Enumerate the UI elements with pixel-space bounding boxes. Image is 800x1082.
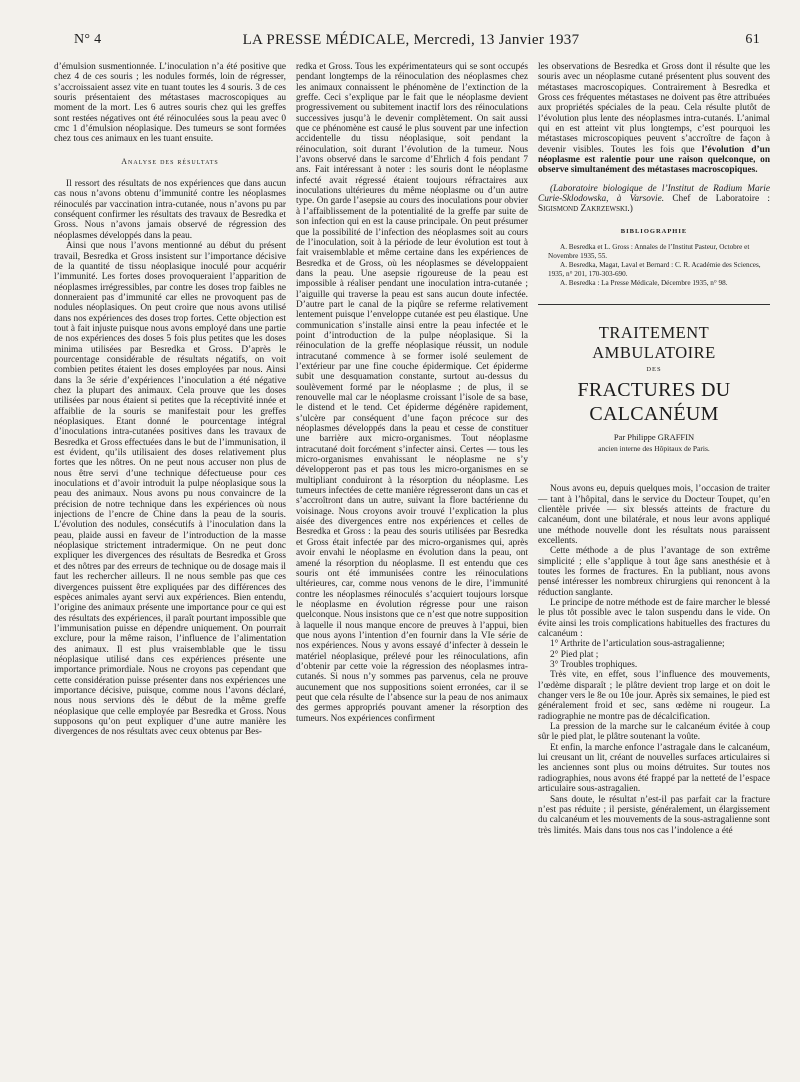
reference-2: A. Besredka, Magat, Laval et Bernard : C. R. Académie des Sciences, 1935, n° 201, 170-303-690.: [548, 261, 761, 279]
list-item: 2° Pied plat ;: [550, 649, 599, 660]
bibliography-heading: BIBLIOGRAPHIE: [620, 227, 688, 235]
list-item: 3° Troubles trophiques.: [550, 660, 638, 671]
list-item: 1° Arthrite de l’articulation sous-astragalienne;: [550, 639, 725, 650]
page-number: 61: [745, 32, 760, 47]
col3-paragraph-2: Nous avons eu, depuis quelques mois, l’occasion de traiter — tant à l’hôpital, dans le service du Docteur Toupet, qu’en clientèle privée — six blessés atteints de fracture du calcanéum, dont une bilatérale, et nous leur avons appliqué une méthode nouvelle dont les résultats nous paraissent excellents.: [538, 484, 770, 546]
bold-conclusion: l’évolution d’un néoplasme est ralentie pour une raison quelconque, on observe simultanément des métastases macroscopiques.: [538, 144, 770, 176]
section-heading: Analyse des résultats: [121, 156, 219, 166]
lab-chief-name: Sigismond Zakrzewski.): [538, 204, 633, 215]
col3-paragraph-7: Et enfin, la marche enfonce l’astragale dans le calcanéum, lui creusant un lit, créant de nouvelles surfaces articulaires si les anciennes sont plus ou moins détruites. Sur toutes nos radiographies, nous avons été frappé par la netteté de l’espace articulaire sous-astragalien.: [538, 742, 770, 795]
col1-paragraph-2: Il ressort des résultats de nos expériences que dans aucun cas nous n’avons obtenu d’immunité contre les néoplasmes réinoculés par vaccination intra-cutanée, nous n’avons pu par conséquent confirmer les résultats des travaux de Besredka et Gross. Nous n’avons jamais observé de régression des néoplasmes développés dans la peau.: [54, 179, 286, 241]
article-divider: [538, 304, 770, 305]
col3-paragraph-8: Sans doute, le résultat n’est-il pas parfait car la fracture n’est pas réduite ; il persiste, généralement, un élargissement du calcanéum et les mouvements de la sous-astragalienne sont très limités. Mais dans tous nos cas l’indolence a été: [538, 794, 770, 836]
issue-number: N° 4: [74, 32, 102, 47]
reference-3: A. Besredka : La Presse Médicale, Décembre 1935, n° 98.: [560, 279, 728, 288]
article-title-connector: DES: [646, 366, 662, 374]
author-affiliation: ancien interne des Hôpitaux de Paris.: [598, 443, 710, 453]
page-header: [38, 28, 784, 50]
columns: [54, 62, 770, 836]
column-3: [538, 62, 770, 836]
col3-paragraph-5: Très vite, en effet, sous l’influence des mouvements, l’œdème disparaît ; le plâtre devient trop large et on doit le changer vers le 8e ou 10e jour. Après six semaines, le pied est généralement froid et sec, sans œdème ni rougeur. La radiographie ne montre pas de décalcification.: [538, 670, 770, 722]
article-title-line-1: TRAITEMENT AMBULATOIRE: [592, 323, 716, 363]
lab-credit: (Laboratoire biologique de l’Institut de Radium Marie Curie-Sklodowska, à Varsovie. Chef de Laboratoire : Sigismond Zakrzewski.): [538, 183, 771, 215]
col3-paragraph-6: La pression de la marche sur le calcanéum évitée à coup sûr le pied plat, le plâtre soutenant la voûte.: [538, 722, 770, 743]
column-1: [54, 62, 286, 836]
col3-paragraph-4: Le principe de notre méthode est de faire marcher le blessé le plus tôt possible avec le talon suspendu dans le vide. On évite ainsi les trois complications habituelles des fractures du calcanéum :: [538, 597, 770, 639]
column-2: [296, 62, 528, 836]
col2-paragraph-1: redka et Gross. Tous les expérimentateurs qui se sont occupés pendant longtemps de la réinoculation des néoplasmes chez les animaux connaissent le phénomène de l’extinction de la greffe. Ceci s’explique par le fait que le néoplasme devient progressivement ou subitement inactif lors des réinoculations successives jusqu’à le devenir complètement. On sait aussi que ce phénomène est causé le plus souvent par une infection accidentelle du tissu néoplasique, soit pendant la réinoculation, soit durant l’évolution de la tumeur. Nous l’avons observé dans le sarcome d’Ehrlich 4 fois pendant 7 ans. Fait intéressant à noter : les souris dont le néoplasme infecté avait régressé étaient toujours réfractaires aux inoculations ultérieures du même néoplasme ou d’un autre type. On garde l’asepsie au cours des inoculations pour obvier à l’affaiblissement de la potentialité de la greffe par suite de son infection qui en est la cause principale. On peut présumer que la possibilité de l’infection des néoplasmes soit au cours de l’inoculation, soit à la période de leur évolution est tout à fait vraisemblable et même certaine dans les expériences de Besredka et de Gross, où les néoplasmes se développaient dans la peau. Une asepsie rigoureuse de la peau est impossible à réaliser pendant une inoculation intra-cutanée ; l’aiguille qui traverse la peau est sans aucun doute infectée. D’autre part le canal de la piqûre se referme relativement lentement puisque l’enveloppe cutanée est peu élastique. Une communication s’installe ainsi entre la peau infectée et le point d’introduction de la pulpe néoplasique. Si la réinoculation de la greffe néoplasique réussit, un nodule intracutané commence à se former isolé seulement de l’extérieur par une fine couche épidermique. Cet épiderme subit une desquamation constante, surtout au-dessus du soulèvement formé par le néoplasme ; de plus, il se renouvelle mal car le néoplasme croissant l’isole de sa base, le distend et le tend. Cet épiderme dégénère rapidement, s’ulcère par conséquent d’une façon précoce sur des néoplasmes développés dans la peau et cesse de constituer une barrière aux micro-organismes. Tout néoplasme intracutané doit forcément s’infecter ainsi. Certes — tous les micro-organismes envahissant le néoplasme ne s’y développeront pas et pas tous les micro-organismes en se multipliant conduiront à la résorption du néoplasme. Les tumeurs infectées de cette manière régresseront dans un cas et s’accroîtront dans un autre, suivant la flore bactérienne du voisinage. Nous croyons avoir trouvé l’explication la plus aisée des divergences entre nos expériences et celles de Besredka et Gross : la peau des souris utilisées par Besredka et Gross était infectée par des micro-organismes qui, après avoir envahi le néoplasme en évolution dans la peau, ont amené la résorption du néoplasme. Il est entendu que ces souris ont été immunisées contre les réinoculations ultérieures, car, comme nous venons de le dire, l’immunité contre les néoplasmes réinoculés s’acquiert toujours lorsque le néoplasme en évolution régresse pour une raison quelconque. Nous insistons que ce n’est que notre supposition à laquelle il nous manque encore de preuves à l’appui, bien que nous ayons l’intention d’en fournir dans la VIe série de nos expériences. Nous y avons essayé d’infecter à dessein le matériel néoplasique, prélevé pour les réinoculations, afin d’obtenir par cette voie la régression des néoplasmes intra-cutanés. Si nous n’y sommes pas parvenus, cela ne prouve aucunement que nos suppositions soient erronées, car il se peut que cela résulte de l’absence sur la peau de nos animaux des germes appropriés pouvant amener la résorption des tumeurs. Nos expériences confirment: [296, 62, 528, 724]
reference-1: A. Besredka et L. Gross : Annales de l’Institut Pasteur, Octobre et Novembre 1935, 55.: [548, 243, 750, 261]
col1-paragraph-3: Ainsi que nous l’avons mentionné au début du présent travail, Besredka et Gross insistent sur l’importance décisive de la quantité de tissu néoplasique inoculé pour acquérir l’immunité. Les fortes doses provoqueraient l’apparition de néoplasmes irrégressibles, par contre les doses trop faibles ne donneraient pas d’immunité car elles ne provoquent pas de nodules néoplasiques. On peut croire que nous avons utilisé dans nos expériences des doses trop fortes. Cette objection est tout à fait injuste puisque nous avons employé dans une partie de nos expériences des doses 5 fois plus petites que les doses minima utilisées par Besredka et Gross. D’après le pourcentage considérable de résultats négatifs, on voit combien petites étaient les doses employées par nous. Ainsi dans la 3e série d’expériences l’inoculation a été négative chez la plupart des animaux. Cela prouve que les doses utilisées par nous étaient si petites que la réceptivité innée et affaiblie de la souris se manifestait pour les greffes néoplasiques. Etant donné le pourcentage intégral d’inoculations intra-cutanées positives dans les travaux de Besredka et Gross effectuées dans le but de l’immunisation, il est évident, qu’ils utilisaient des doses relativement plus fortes que les nôtres. On ne peut nous accuser non plus de nous être servi d’une technique défectueuse pour ces inoculations et d’avoir introduit la pulpe néoplasique sous la peau des animaux. Nous avons pu nous convaincre de la précision de notre technique dans les expériences où nous injections de l’encre de Chine dans la peau de la souris. L’évolution des nodules, consécutifs à l’inoculation dans la peau, plaide aussi en faveur de l’introduction de la masse néoplasique strictement intradermique. On ne peut donc expliquer les divergences des résultats de Besredka et Gross et des nôtres par des erreurs de technique ou de dosage mais il faut les rechercher ailleurs. Il ne nous semble pas que ces divergences puissent être expliquées par des différences des espèces animales ayant servi aux expériences. Bien entendu, l’origine des animaux présente une importance pour ce qui est des résultats des expériences, il paraît pourtant impossible que l’immunisation puisse en dépendre uniquement. On pourrait exclure, pour la même raison, l’influence de l’alimentation des animaux. Il est plus vraisemblable que le tissu néoplasique utilisé dans ces expériences présente une importance primordiale. Nous ne croyons pas cependant que cette considération puisse présenter dans nos expériences une importance décisive, puisque, comme nous l’avons déclaré, nous nous servions dès le début de la même greffe néoplasique que celle employée par Besredka et Gross. Nous supposons qu’on peut expliquer d’une autre manière les divergences de nos résultats avec ceux obtenus par Bes-: [54, 241, 286, 738]
col3-paragraph-3: Cette méthode a de plus l’avantage de son extrême simplicité ; elle s’applique à tout âge sans anesthésie et à toutes les formes de fractures. En la publiant, nous avons pensé intéresser les nombreux chirurgiens qui renoncent à la réduction sanglante.: [538, 546, 770, 598]
col1-paragraph-1: d’émulsion susmentionnée. L’inoculation n’a été positive que chez 4 de ces souris ; les nodules formés, loin de régresser, s’accroissaient assez vite en tuant toutes les 4 souris. 3 de ces souris présentaient des métastases macroscopiques au moment de la mort. Les 6 autres souris chez qui les greffes sont restées négatives ont été réinoculées sous la peau avec 0 cmc 1 d’émulsion néoplasique. Des tumeurs se sont formées chez tous ces animaux en les tuant ensuite.: [54, 62, 286, 145]
masthead-title: LA PRESSE MÉDICALE, Mercredi, 13 Janvier 1937: [242, 32, 580, 48]
article-title-line-2: FRACTURES DU CALCANÉUM: [577, 378, 731, 425]
article-byline: Par Philippe GRAFFIN: [613, 431, 695, 442]
complications-list: [538, 639, 770, 670]
col3-paragraph-1: les observations de Besredka et Gross dont il résulte que les souris avec un néoplasme cutané présentent plus souvent des métastases macroscopiques. Contrairement à Besredka et Gross ces fréquentes métastases ne doivent pas être attribuées aux propriétés spéciales de la peau. Cela résulte plutôt de l’évolution plus lente des néoplasmes intra-cutanés. L’animal qui en est atteint vit plus longtemps, c’est pourquoi les métastases microscopiques peuvent s’accroître de façon à devenir visibles. Toutes les fois que l’évolution d’un néoplasme est ralentie pour une raison quelconque, on observe simultanément des métastases macroscopiques.: [538, 62, 770, 176]
